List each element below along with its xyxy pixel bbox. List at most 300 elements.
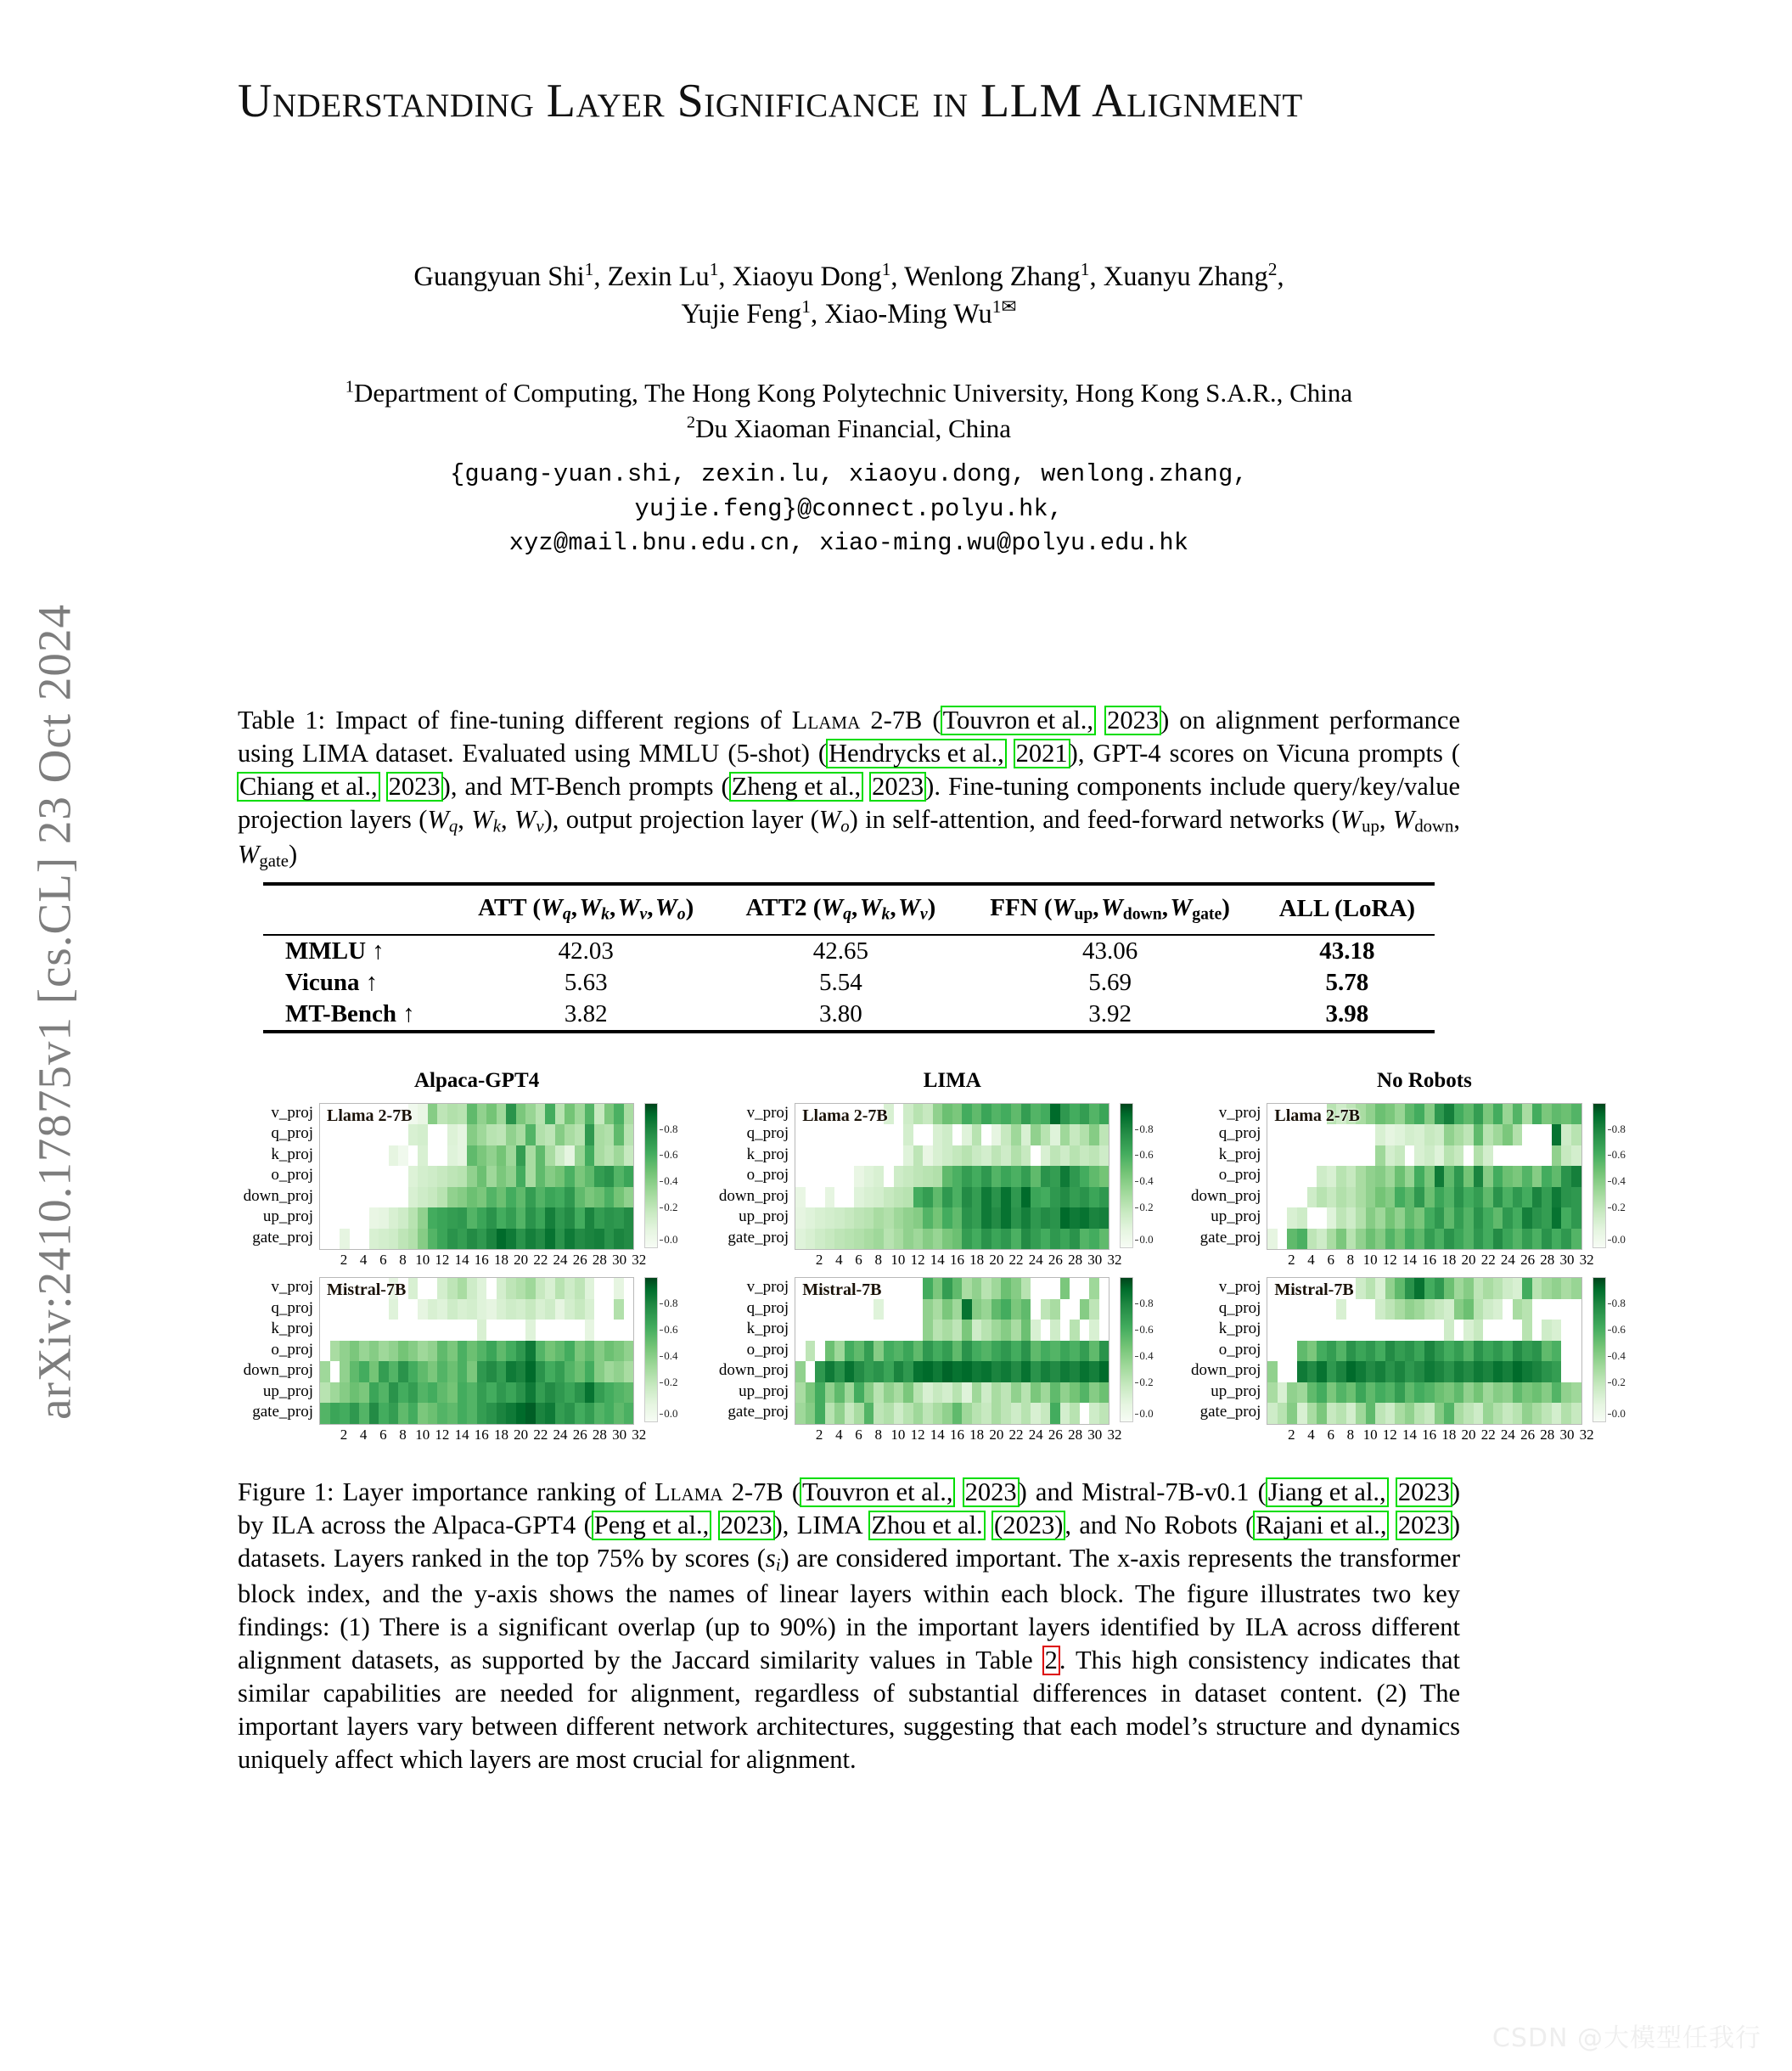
heatmap-cell <box>1503 1166 1513 1187</box>
heatmap-cell <box>418 1361 428 1382</box>
citation-year-link[interactable]: 2023 <box>963 1477 1020 1507</box>
heatmap-cell <box>545 1229 555 1250</box>
table-reference-link[interactable]: 2 <box>1042 1646 1060 1675</box>
heatmap-cell <box>1522 1361 1532 1382</box>
x-axis-tick-label: 18 <box>1441 1252 1457 1269</box>
heatmap-cell <box>1395 1361 1405 1382</box>
heatmap-cell <box>795 1207 806 1229</box>
x-axis-tick-label: 16 <box>949 1252 964 1269</box>
heatmap-cell <box>418 1145 428 1167</box>
table-row <box>263 967 1435 999</box>
y-axis-tick-label: k_proj <box>746 1320 789 1338</box>
heatmap-cell <box>477 1166 487 1187</box>
figure-row-mistral <box>228 1277 1626 1444</box>
heatmap-cell <box>1297 1403 1307 1424</box>
citation-link[interactable]: Rajani et al., <box>1253 1511 1389 1540</box>
heatmap-cell <box>1385 1124 1396 1145</box>
heatmap-cell <box>991 1207 1002 1229</box>
heatmap-cell <box>1474 1187 1484 1208</box>
citation-link[interactable]: Zhou et al. <box>868 1511 985 1540</box>
heatmap-cell <box>1454 1320 1464 1341</box>
heatmap-cell <box>350 1145 360 1167</box>
heatmap-cell <box>1060 1229 1070 1250</box>
heatmap-cell <box>1267 1382 1278 1404</box>
heatmap-cell <box>516 1145 526 1167</box>
heatmap-panel <box>703 1069 1166 1269</box>
heatmap-cell <box>1454 1187 1464 1208</box>
heatmap-cell <box>1267 1145 1278 1167</box>
heatmap-cell <box>555 1361 565 1382</box>
heatmap-cell <box>447 1278 458 1299</box>
heatmap-cell <box>467 1361 477 1382</box>
y-axis-tick-label: v_proj <box>271 1103 313 1122</box>
heatmap-cell <box>1060 1104 1070 1125</box>
heatmap-cell <box>1463 1187 1474 1208</box>
colorbar <box>1593 1103 1606 1248</box>
heatmap-cell <box>864 1229 874 1250</box>
heatmap-cell <box>458 1124 468 1145</box>
heatmap-cell <box>991 1278 1002 1299</box>
heatmap-cell <box>624 1341 634 1362</box>
heatmap-cell <box>1317 1341 1327 1362</box>
heatmap-cell <box>369 1124 379 1145</box>
citation-link[interactable]: Peng et al., <box>592 1511 712 1540</box>
colorbar-tick-label: 0.2 <box>1139 1201 1154 1214</box>
heatmap-cell <box>1424 1341 1435 1362</box>
heatmap-cell <box>1405 1104 1415 1125</box>
heatmap-cell <box>1561 1104 1571 1125</box>
heatmap-cell <box>923 1124 933 1145</box>
heatmap-cell <box>555 1166 565 1187</box>
heatmap-cell <box>1435 1299 1445 1320</box>
heatmap-cell <box>845 1320 855 1341</box>
heatmap-cell <box>1395 1207 1405 1229</box>
heatmap-cell <box>1483 1145 1493 1167</box>
heatmap-cell <box>874 1145 884 1167</box>
heatmap-cell <box>340 1382 350 1404</box>
heatmap-cell <box>545 1299 555 1320</box>
heatmap-cell <box>991 1341 1002 1362</box>
x-axis-tick-label: 22 <box>1008 1252 1024 1269</box>
citation-link[interactable]: Zheng et al., <box>729 772 863 802</box>
math-wgate: Wgate <box>1170 893 1222 923</box>
heatmap-cell <box>525 1382 536 1404</box>
heatmap-cell <box>1356 1361 1366 1382</box>
heatmap-cell <box>585 1145 595 1167</box>
heatmap-cell <box>795 1229 806 1250</box>
heatmap-cell <box>806 1104 816 1125</box>
heatmap-cell <box>350 1104 360 1125</box>
heatmap-cell <box>1454 1361 1464 1382</box>
heatmap-cell <box>1099 1166 1109 1187</box>
heatmap-cell <box>497 1207 507 1229</box>
figure-caption-label: Figure 1: <box>238 1477 334 1506</box>
heatmap-cell <box>545 1361 555 1382</box>
y-axis-tick-label: v_proj <box>271 1278 313 1297</box>
math-wq: Wq <box>427 805 458 836</box>
heatmap-cell <box>1278 1187 1288 1208</box>
heatmap-cell <box>418 1299 428 1320</box>
citation-link[interactable]: Touvron et al., <box>941 706 1096 735</box>
heatmap-cell <box>1385 1187 1396 1208</box>
heatmap-cell <box>1346 1124 1357 1145</box>
heatmap-cell <box>555 1382 565 1404</box>
y-axis-tick-label: o_proj <box>1218 1340 1261 1359</box>
heatmap-cell <box>369 1320 379 1341</box>
heatmap-cell <box>1267 1104 1278 1125</box>
heatmap-cell <box>506 1104 516 1125</box>
heatmap-cell <box>447 1382 458 1404</box>
heatmap-cell <box>1493 1187 1503 1208</box>
heatmap-cell <box>854 1403 864 1424</box>
heatmap-cell <box>594 1104 604 1125</box>
heatmap-cell <box>815 1403 825 1424</box>
heatmap-cell <box>1070 1187 1080 1208</box>
heatmap-cell <box>575 1341 585 1362</box>
heatmap-cell <box>1041 1166 1051 1187</box>
x-axis-tick-label: 24 <box>1028 1426 1043 1443</box>
caption-text: Layer importance ranking of <box>334 1477 655 1506</box>
heatmap-cell <box>981 1229 991 1250</box>
heatmap-area <box>1267 1103 1594 1269</box>
heatmap-cell <box>408 1187 419 1208</box>
heatmap-cell <box>437 1382 447 1404</box>
y-axis-tick-label: o_proj <box>271 1166 313 1185</box>
citation-year-link[interactable]: 2023 <box>386 772 443 802</box>
heatmap-cell <box>991 1229 1002 1250</box>
heatmap-cell <box>942 1278 952 1299</box>
heatmap-cell <box>933 1278 943 1299</box>
heatmap-cell <box>447 1299 458 1320</box>
heatmap-cell <box>1385 1278 1396 1299</box>
heatmap-cell <box>874 1361 884 1382</box>
heatmap-cell <box>933 1187 943 1208</box>
colorbar-ticks <box>660 1277 691 1422</box>
table-col-ffn: FFN (Wup, Wdown, Wgate) <box>990 893 1230 923</box>
colorbar-tick-label: 0.8 <box>1139 1297 1154 1310</box>
x-axis-tick-label: 6 <box>379 1252 387 1269</box>
x-axis-tick-label: 30 <box>612 1252 627 1269</box>
heatmap-cell <box>604 1229 615 1250</box>
colorbar-wrapper <box>1593 1103 1639 1248</box>
heatmap-cell <box>1414 1187 1424 1208</box>
heatmap-cell <box>864 1104 874 1125</box>
heatmap-cell <box>1474 1320 1484 1341</box>
heatmap-cell <box>1405 1299 1415 1320</box>
heatmap-cell <box>952 1145 963 1167</box>
heatmap-cell <box>1435 1320 1445 1341</box>
heatmap-cell <box>884 1361 894 1382</box>
heatmap-cell <box>1070 1207 1080 1229</box>
heatmap-cell <box>379 1278 389 1299</box>
heatmap-cell <box>447 1124 458 1145</box>
colorbar-tick-label: 0.0 <box>1611 1407 1626 1421</box>
citation-link[interactable]: Chiang et al., <box>237 772 380 802</box>
heatmap-cell <box>1356 1145 1366 1167</box>
x-axis-tick-label: 16 <box>474 1252 489 1269</box>
heatmap-cell <box>1571 1145 1581 1167</box>
heatmap-cell <box>1297 1207 1307 1229</box>
heatmap-cell <box>1307 1229 1317 1250</box>
heatmap-cell <box>806 1382 816 1404</box>
heatmap-cell <box>894 1320 904 1341</box>
heatmap-cell <box>1356 1403 1366 1424</box>
heatmap-cell <box>506 1166 516 1187</box>
heatmap-cell <box>903 1382 913 1404</box>
heatmap-cell <box>1503 1403 1513 1424</box>
col-label: FFN <box>990 893 1038 921</box>
heatmap-cell <box>1021 1166 1031 1187</box>
table-cell: 3.98 <box>1325 999 1369 1027</box>
heatmap-cell <box>1050 1278 1060 1299</box>
heatmap-cell <box>1532 1278 1542 1299</box>
heatmap-cell <box>815 1361 825 1382</box>
heatmap-cell <box>942 1361 952 1382</box>
x-axis-tick-label: 16 <box>1422 1426 1437 1443</box>
heatmap-cell <box>330 1207 340 1229</box>
heatmap-cell <box>1287 1187 1297 1208</box>
colorbar-tick-label: 0.8 <box>664 1122 678 1135</box>
heatmap-cell <box>1454 1403 1464 1424</box>
heatmap-cell <box>614 1299 624 1320</box>
email-block <box>238 458 1460 560</box>
y-axis-tick-label: down_proj <box>243 1186 313 1205</box>
heatmap-cell <box>614 1187 624 1208</box>
heatmap-cell <box>369 1145 379 1167</box>
x-axis-tick-label: 20 <box>1461 1426 1476 1443</box>
heatmap-cell <box>1307 1278 1317 1299</box>
heatmap-cell <box>1011 1341 1021 1362</box>
heatmap-cell <box>1503 1229 1513 1250</box>
heatmap-cell <box>536 1229 546 1250</box>
model-name: Llama 2-7B <box>654 1477 784 1506</box>
heatmap-cell <box>585 1104 595 1125</box>
heatmap-cell <box>369 1278 379 1299</box>
citation-link[interactable]: Hendrycks et al., <box>826 739 1007 768</box>
heatmap-cell <box>536 1299 546 1320</box>
heatmap-cell <box>806 1320 816 1341</box>
y-axis-labels <box>1178 1103 1267 1249</box>
heatmap-cell <box>614 1207 624 1229</box>
heatmap-cell <box>1454 1166 1464 1187</box>
heatmap-cell <box>972 1299 982 1320</box>
heatmap-cell <box>467 1382 477 1404</box>
heatmap-cell <box>1385 1320 1396 1341</box>
heatmap-cell <box>825 1299 835 1320</box>
y-axis-tick-label: k_proj <box>1218 1320 1261 1338</box>
heatmap-cell <box>437 1229 447 1250</box>
heatmap-cell <box>545 1403 555 1424</box>
heatmap-cell <box>1327 1320 1337 1341</box>
heatmap-cell <box>1522 1341 1532 1362</box>
heatmap-cell <box>806 1166 816 1187</box>
heatmap-cell <box>585 1382 595 1404</box>
heatmap-cell <box>1099 1403 1109 1424</box>
heatmap-cell <box>1435 1341 1445 1362</box>
heatmap-cell <box>536 1207 546 1229</box>
heatmap-cell <box>1552 1104 1562 1125</box>
heatmap-cell <box>903 1124 913 1145</box>
heatmap-cell <box>506 1229 516 1250</box>
heatmap-cell <box>1474 1403 1484 1424</box>
citation-link[interactable]: Jiang et al., <box>1266 1477 1389 1507</box>
heatmap-cell <box>923 1104 933 1125</box>
colorbar-tick-label: 0.4 <box>664 1174 678 1188</box>
heatmap-cell <box>1001 1166 1011 1187</box>
heatmap-cell <box>1542 1229 1552 1250</box>
x-axis-tick-label: 12 <box>1382 1252 1397 1269</box>
heatmap-cell <box>467 1403 477 1424</box>
heatmap-cell <box>575 1382 585 1404</box>
heatmap-cell <box>1327 1341 1337 1362</box>
x-axis-tick-label: 4 <box>359 1252 368 1269</box>
x-axis-tick-label: 4 <box>835 1426 843 1443</box>
math-wq: Wq <box>821 893 852 923</box>
heatmap-cell <box>923 1229 933 1250</box>
heatmap-cell <box>525 1403 536 1424</box>
citation-link[interactable]: Touvron et al., <box>800 1477 955 1507</box>
heatmap-cell <box>594 1341 604 1362</box>
heatmap-cell <box>497 1278 507 1299</box>
heatmap-cell <box>1571 1382 1581 1404</box>
heatmap-cell <box>525 1341 536 1362</box>
heatmap-cell <box>545 1145 555 1167</box>
citation-year-link[interactable]: 2023 <box>1396 1477 1452 1507</box>
citation-year-link[interactable]: 2021 <box>1014 739 1070 768</box>
heatmap-cell <box>952 1361 963 1382</box>
heatmap-cell <box>614 1278 624 1299</box>
heatmap-cell <box>834 1382 845 1404</box>
heatmap-cell <box>1070 1341 1080 1362</box>
citation-year-link[interactable]: 2023 <box>869 772 926 802</box>
heatmap-cell <box>1483 1403 1493 1424</box>
panel-body <box>703 1277 1166 1444</box>
heatmap-cell <box>1375 1361 1385 1382</box>
heatmap-cell <box>1513 1145 1523 1167</box>
heatmap-cell <box>884 1207 894 1229</box>
model-name: Llama 2-7B <box>791 705 923 734</box>
heatmap-cell <box>1385 1403 1396 1424</box>
heatmap-cell <box>972 1166 982 1187</box>
heatmap-cell <box>1414 1403 1424 1424</box>
heatmap-cell <box>1366 1320 1376 1341</box>
panel-body <box>228 1277 691 1444</box>
heatmap-cell <box>350 1320 360 1341</box>
heatmap-cell <box>795 1361 806 1382</box>
heatmap-cell <box>624 1382 634 1404</box>
heatmap-cell <box>942 1382 952 1404</box>
author-name: Xiao-Ming $Wu^{1✉}$ <box>824 296 1017 330</box>
table-cell: 5.63 <box>564 968 608 996</box>
heatmap-cell <box>545 1187 555 1208</box>
heatmap-cell <box>369 1382 379 1404</box>
heatmap-cell <box>854 1187 864 1208</box>
heatmap-cell <box>933 1145 943 1167</box>
heatmap-cell <box>624 1207 634 1229</box>
heatmap-cell <box>806 1124 816 1145</box>
heatmap-cell <box>1435 1229 1445 1250</box>
heatmap-cell <box>516 1104 526 1125</box>
heatmap-cell <box>369 1104 379 1125</box>
heatmap-cell <box>1041 1145 1051 1167</box>
citation-year-link[interactable]: 2023 <box>718 1511 775 1540</box>
table-row <box>263 999 1435 1032</box>
col-label: ALL <box>1278 894 1329 922</box>
heatmap-cell <box>1493 1320 1503 1341</box>
email-line[interactable]: yujie.feng}@connect.polyu.hk, <box>634 494 1064 523</box>
author-line-1: Guangyuan Shi$^1$, Zexin Lu$^1$, Xiaoyu Dong$^1$, Wenlong Zhang$^1$, Xuanyu Zhang$^2$, <box>413 258 1284 292</box>
heatmap-cell <box>962 1299 972 1320</box>
heatmap-cell <box>369 1166 379 1187</box>
heatmap-cell <box>1552 1341 1562 1362</box>
heatmap-cell <box>525 1166 536 1187</box>
heatmap-cell <box>1050 1207 1060 1229</box>
heatmap-cell <box>614 1104 624 1125</box>
heatmap-cell <box>467 1166 477 1187</box>
heatmap-cell <box>467 1104 477 1125</box>
heatmap-cell <box>1375 1145 1385 1167</box>
heatmap-cell <box>614 1341 624 1362</box>
heatmap-cell <box>1483 1278 1493 1299</box>
heatmap-cell <box>1099 1229 1109 1250</box>
caption-text: ) by ILA across the Alpaca-GPT4 ( <box>238 1477 1461 1540</box>
heatmap-cell <box>1021 1124 1031 1145</box>
heatmap-cell <box>1483 1229 1493 1250</box>
email-line[interactable]: xyz@mail.bnu.edu.cn, xiao-ming.wu@polyu.edu.hk <box>508 529 1189 558</box>
heatmap-cell <box>1031 1229 1041 1250</box>
heatmap-cell <box>1327 1207 1337 1229</box>
heatmap-cell <box>825 1145 835 1167</box>
heatmap-cell <box>614 1145 624 1167</box>
heatmap-cell <box>1493 1299 1503 1320</box>
heatmap-cell <box>389 1382 399 1404</box>
heatmap-cell <box>1001 1104 1011 1125</box>
heatmap-cell <box>1395 1382 1405 1404</box>
heatmap-cell <box>1060 1299 1070 1320</box>
heatmap-cell <box>1336 1403 1346 1424</box>
heatmap-cell <box>555 1145 565 1167</box>
heatmap-cell <box>1522 1187 1532 1208</box>
affiliation-block <box>238 375 1460 446</box>
citation-year-link[interactable]: 2023 <box>1104 706 1161 735</box>
x-axis-tick-label: 6 <box>855 1252 862 1269</box>
heatmap-cell <box>795 1403 806 1424</box>
author-name: Wenlong Zhang$^1$ <box>904 258 1090 292</box>
x-axis-tick-label: 12 <box>435 1252 450 1269</box>
heatmap-cell <box>795 1382 806 1404</box>
heatmap-cell <box>624 1320 634 1341</box>
heatmap-cell <box>1356 1104 1366 1125</box>
heatmap-cell <box>894 1229 904 1250</box>
citation-year-link[interactable]: (2023) <box>991 1511 1065 1540</box>
heatmap-cell <box>330 1187 340 1208</box>
caption-text: ), and MT-Bench prompts ( <box>441 772 730 801</box>
csdn-watermark: CSDN @大模型任我行 <box>1491 2023 1761 2053</box>
heatmap-cell <box>1414 1361 1424 1382</box>
heatmap-cell <box>1307 1299 1317 1320</box>
heatmap-cell <box>1454 1124 1464 1145</box>
heatmap-cell <box>428 1320 438 1341</box>
colorbar-tick-label: 0.0 <box>1139 1232 1154 1246</box>
email-line[interactable]: {guang-yuan.shi, zexin.lu, xiaoyu.dong, wenlong.zhang, <box>450 460 1248 489</box>
heatmap-cell <box>1317 1278 1327 1299</box>
heatmap-cell <box>894 1187 904 1208</box>
heatmap-cell <box>1395 1166 1405 1187</box>
citation-year-link[interactable]: 2023 <box>1396 1511 1452 1540</box>
heatmap-cell <box>477 1278 487 1299</box>
heatmap-cell <box>1267 1361 1278 1382</box>
heatmap-cell <box>1561 1320 1571 1341</box>
